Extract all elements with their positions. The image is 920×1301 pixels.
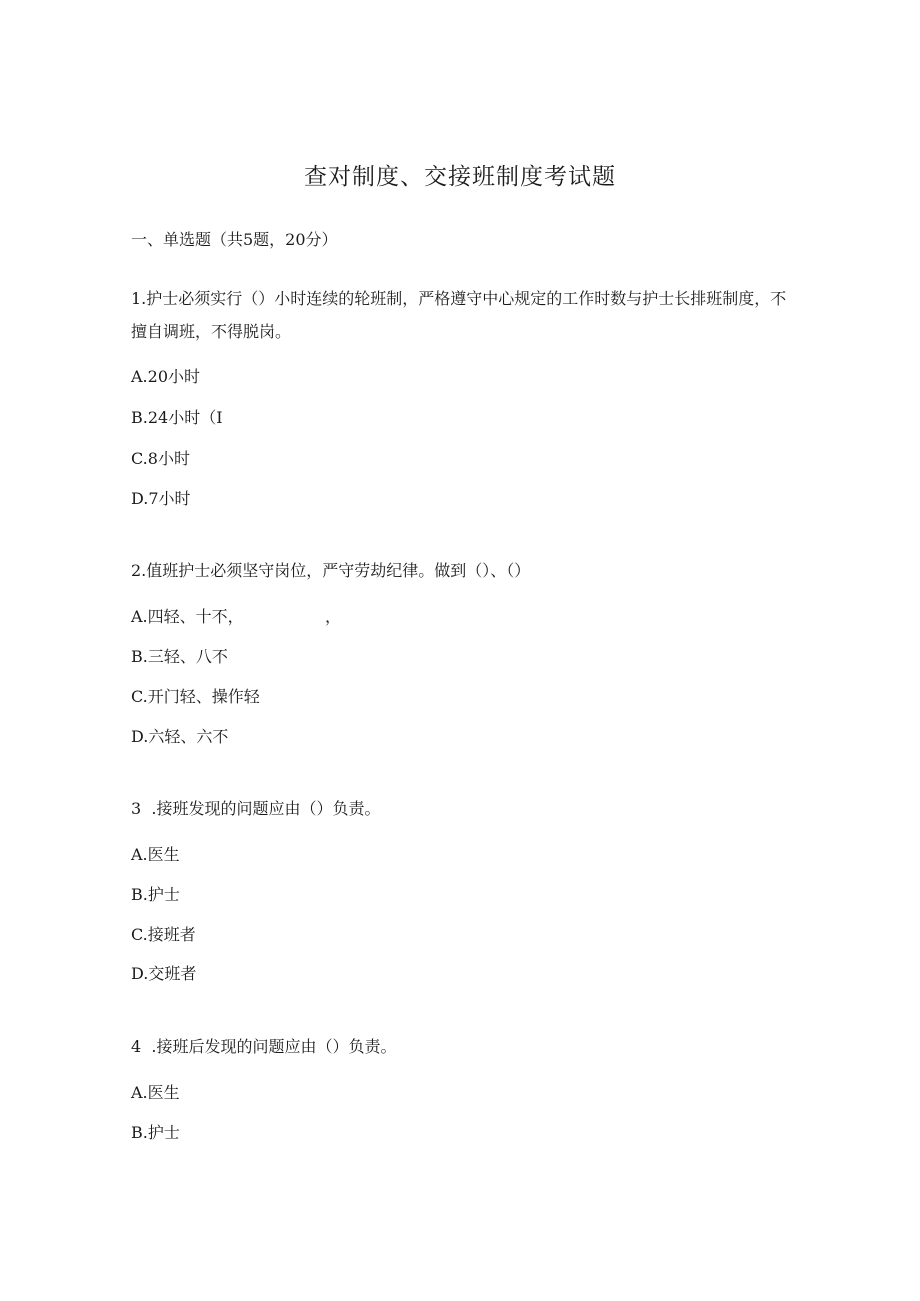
page-title: 查对制度、交接班制度考试题 — [304, 164, 616, 190]
question-3-stem: 3 .接班发现的问题应由（）负责。 — [131, 799, 381, 818]
question-4-stem: 4 .接班后发现的问题应由（）负责。 — [131, 1037, 397, 1056]
question-2-option-a: A.四轻、十不， ， — [131, 607, 342, 626]
question-1-option-b: B.24小时（I — [131, 408, 223, 427]
question-4-option-b: B.护士 — [131, 1123, 180, 1142]
question-1-option-d: D.7小时 — [131, 489, 191, 508]
question-3-option-a: A.医生 — [131, 845, 180, 864]
question-2-option-c: C.开门轻、操作轻 — [131, 687, 260, 706]
question-1-option-c: C.8小时 — [131, 449, 190, 468]
question-2-option-b: B.三轻、八不 — [131, 647, 228, 666]
question-3-option-c: C.接班者 — [131, 925, 196, 944]
question-4-option-a: A.医生 — [131, 1083, 180, 1102]
question-2-option-d: D.六轻、六不 — [131, 727, 229, 746]
section-heading: 一、单选题（共5题，20分） — [131, 230, 338, 249]
question-3-option-b: B.护士 — [131, 885, 180, 904]
question-2-stem: 2.值班护士必须坚守岗位，严守劳劫纪律。做到（）、（） — [131, 561, 531, 580]
question-3-option-d: D.交班者 — [131, 964, 197, 983]
question-1-stem: 1.护士必须实行（）小时连续的轮班制，严格遵守中心规定的工作时数与护士长排班制度，不擅自调班，不得脱岗。 — [131, 289, 787, 341]
question-1-option-a: A.20小时 — [131, 367, 201, 386]
